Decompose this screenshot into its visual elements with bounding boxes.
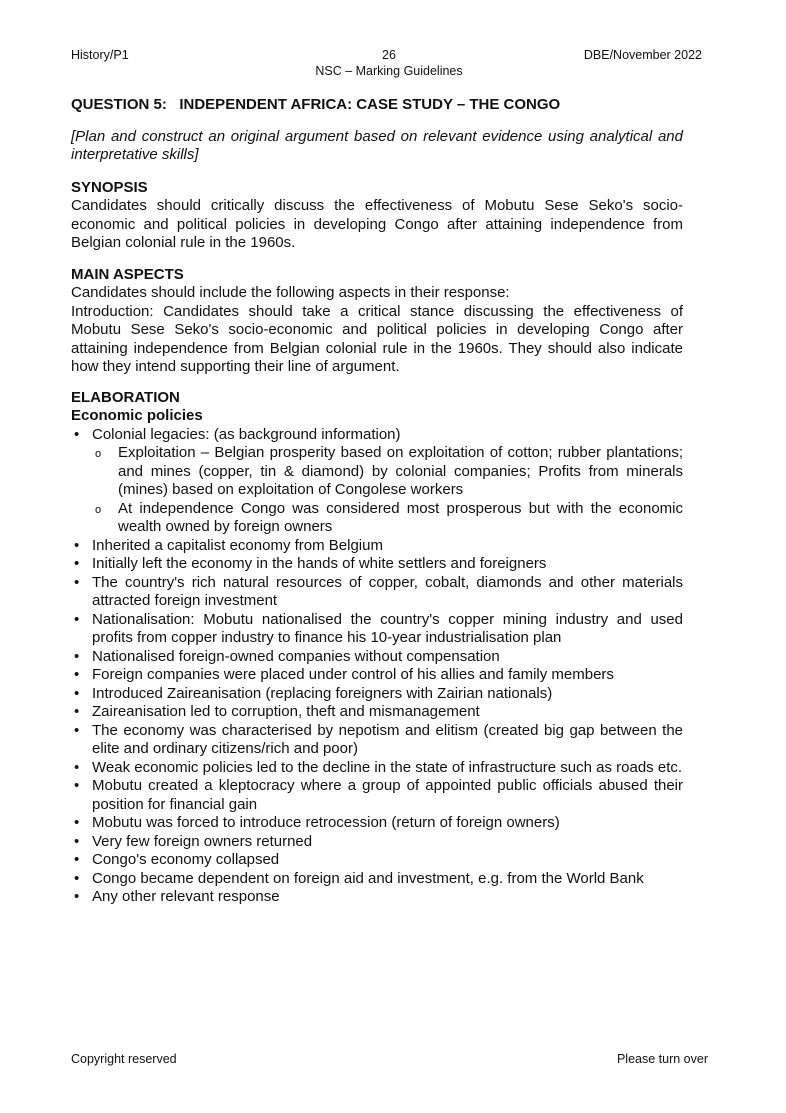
elaboration-heading: ELABORATION: [71, 388, 180, 406]
list-item: • Foreign companies were placed under control of his allies and family members: [71, 666, 683, 685]
main-aspects-introduction: Introduction: Candidates should take a critical stance discussing the effectiveness of Mobutu Sese Seko's socio-economic and political policies in developing Congo after attaining independence from Belgian colonial rule in the 1960s. They should also indicate how they intend supporting their line of argument.: [71, 302, 683, 375]
sub-list-item: o At independence Congo was considered most prosperous but with the economic wealth owned by foreign owners: [92, 500, 683, 537]
list-item: • Congo's economy collapsed: [71, 851, 683, 870]
list-item: • Mobutu created a kleptocracy where a group of appointed public officials abused their position for financial gain: [71, 777, 683, 814]
list-item: • Very few foreign owners returned: [71, 833, 683, 852]
list-item: • Nationalisation: Mobutu nationalised the country's copper mining industry and used profits from copper industry to finance his 10-year industrialisation plan: [71, 611, 683, 648]
list-item: • Inherited a capitalist economy from Belgium: [71, 537, 683, 556]
list-item: • Congo became dependent on foreign aid and investment, e.g. from the World Bank: [71, 870, 683, 889]
header-exam-date: DBE/November 2022: [583, 48, 702, 62]
colonial-legacies-label: Colonial legacies: (as background information): [92, 425, 401, 443]
list-item: • Nationalised foreign-owned companies without compensation: [71, 648, 683, 667]
main-aspects-intro-line: Candidates should include the following aspects in their response:: [71, 284, 510, 301]
header-subtitle: NSC – Marking Guidelines: [315, 64, 463, 78]
list-item: • The economy was characterised by nepotism and elitism (created big gap between the elite and ordinary citizens/rich and poor): [71, 722, 683, 759]
footer-turn-over: Please turn over: [616, 1052, 708, 1066]
list-item: [71, 426, 683, 537]
synopsis-text: Candidates should critically discuss the effectiveness of Mobutu Sese Seko's socio-economic and political policies in developing Congo after attaining independence from Belgian colonial rule in the 1960s.: [71, 197, 683, 251]
economic-policies-heading: Economic policies: [71, 407, 203, 424]
question-instruction: [Plan and construct an original argument based on relevant evidence using analytical and interpretative skills]: [71, 127, 683, 163]
document-body: [71, 96, 683, 907]
colonial-legacies-sublist: [92, 444, 683, 537]
header-paper-code: History/P1: [71, 48, 129, 62]
list-item: • Mobutu was forced to introduce retrocession (return of foreign owners): [71, 814, 683, 833]
list-item: • The country's rich natural resources of copper, cobalt, diamonds and other materials attracted foreign investment: [71, 574, 683, 611]
footer-copyright: Copyright reserved: [71, 1052, 177, 1066]
list-item: • Initially left the economy in the hands of white settlers and foreigners: [71, 555, 683, 574]
main-aspects-heading: MAIN ASPECTS: [71, 265, 184, 283]
list-item: • Introduced Zaireanisation (replacing foreigners with Zairian nationals): [71, 685, 683, 704]
sub-list-item: o Exploitation – Belgian prosperity based on exploitation of cotton; rubber plantations; and mines (copper, tin & diamond) by colonial companies; Profits from minerals (mines) based on exploitation of Congolese workers: [92, 444, 683, 500]
list-item: • Any other relevant response: [71, 888, 683, 907]
synopsis-heading: SYNOPSIS: [71, 178, 148, 196]
list-item: • Zaireanisation led to corruption, theft and mismanagement: [71, 703, 683, 722]
economic-policies-list: [71, 426, 683, 907]
question-title: QUESTION 5: INDEPENDENT AFRICA: CASE STUDY – THE CONGO: [71, 96, 561, 113]
header-page-number: 26: [382, 48, 396, 62]
list-item: • Weak economic policies led to the decline in the state of infrastructure such as roads etc.: [71, 759, 683, 778]
